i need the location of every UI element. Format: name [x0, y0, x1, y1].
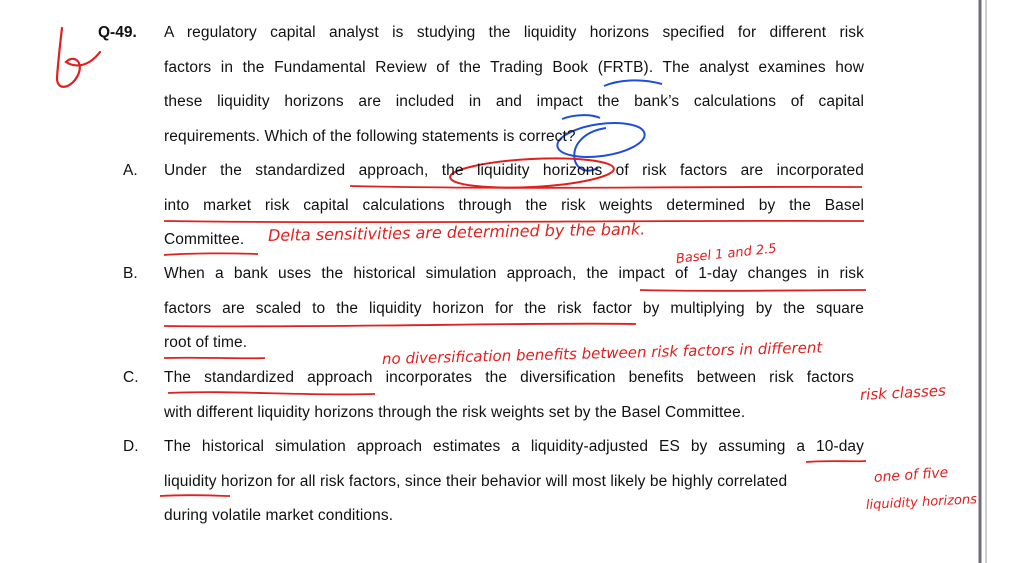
option-a-label: A.: [123, 162, 138, 179]
option-b-line-2: factors are scaled to the liquidity horizon for the risk factor by multiplying by the square: [164, 300, 864, 317]
question-stem-line-2: factors in the Fundamental Review of the Trading Book (FRTB). The analyst examines how: [164, 59, 864, 76]
root-of-time-underline: [164, 358, 265, 359]
frtb-underline: [604, 80, 662, 86]
option-b-line1-underline: [640, 290, 866, 291]
option-b-line2-underline: [164, 324, 636, 327]
question-stem-line-4: requirements. Which of the following statements is correct?: [164, 128, 576, 145]
option-a-line-3: Committee.: [164, 231, 245, 248]
option-d-line-1: The historical simulation approach estimates a liquidity-adjusted ES by assuming a 10-day: [164, 438, 864, 455]
option-c-underline: [168, 392, 375, 394]
option-b-line-3: root of time.: [164, 334, 248, 351]
annotation-option-a: Delta sensitivities are determined by the bank.: [267, 219, 646, 245]
option-a-line1-underline: [350, 186, 862, 188]
ten-day-underline: [806, 461, 866, 462]
impact-underline: [562, 115, 600, 119]
annotation-option-c-line-2: risk classes: [859, 381, 947, 404]
annotation-option-c-line-1: no diversification benefits between risk factors in different: [381, 338, 823, 368]
annotation-option-b: Basel 1 and 2.5: [675, 241, 778, 267]
option-c-line-2: with different liquidity horizons through the risk weights set by the Basel Committee.: [164, 404, 746, 421]
option-b-line-1: When a bank uses the historical simulation approach, the impact of 1-day changes in risk: [164, 265, 864, 282]
annotation-option-d-line-2: liquidity horizons: [865, 492, 978, 513]
annotation-option-d-line-1: one of five: [873, 464, 949, 486]
option-a-line-2: into market risk capital calculations through the risk weights determined by the Basel: [164, 197, 864, 214]
option-d-line-2: liquidity horizon for all risk factors, since their behavior will most likely be highly correlated: [164, 473, 788, 490]
option-d-line-3: during volatile market conditions.: [164, 507, 394, 524]
committee-underline: [164, 253, 258, 255]
option-d-line2-underline: [160, 495, 230, 496]
question-stem-line-1: A regulatory capital analyst is studying the liquidity horizons specified for different risk: [164, 24, 864, 41]
option-c-line-1: The standardized approach incorporates the diversification benefits between risk factors: [164, 369, 854, 386]
option-d-label: D.: [123, 438, 139, 455]
option-a-line-1: Under the standardized approach, the liquidity horizons of risk factors are incorporated: [164, 162, 864, 179]
checkmark-icon: [57, 28, 100, 87]
question-number: Q-49.: [98, 24, 137, 41]
option-b-label: B.: [123, 265, 138, 282]
question-stem-line-3: these liquidity horizons are included in and impact the bank’s calculations of capital: [164, 93, 864, 110]
option-c-label: C.: [123, 369, 139, 386]
